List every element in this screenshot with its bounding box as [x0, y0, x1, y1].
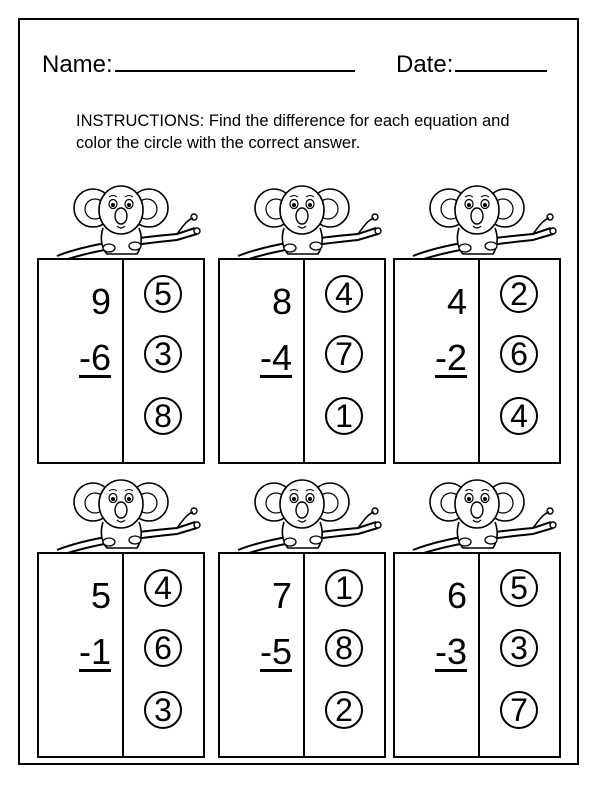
card-divider — [478, 260, 480, 462]
answer-choice-circle[interactable]: 3 — [500, 629, 538, 667]
problem-card — [218, 552, 386, 758]
answer-choice-circle[interactable]: 5 — [500, 569, 538, 607]
koala-on-branch-icon — [218, 178, 386, 260]
subtrahend: -2 — [434, 337, 467, 378]
date-label: Date: — [396, 51, 454, 78]
subtrahend: -5 — [259, 631, 292, 672]
subtrahend: -4 — [259, 337, 292, 378]
answer-choice-circle[interactable]: 8 — [325, 629, 363, 667]
date-field[interactable] — [396, 48, 547, 79]
answer-choice-circle[interactable]: 6 — [144, 629, 182, 667]
answer-choice-circle[interactable]: 2 — [325, 691, 363, 729]
card-divider — [303, 260, 305, 462]
name-blank-line[interactable] — [115, 48, 355, 72]
answer-choice-circle[interactable]: 4 — [325, 275, 363, 313]
koala-on-branch-icon — [218, 472, 386, 554]
subtrahend: -6 — [78, 337, 111, 378]
name-field[interactable] — [42, 48, 355, 79]
instructions-text: INSTRUCTIONS: Find the difference for each equation and color the circle with the correct answer. — [76, 112, 510, 152]
subtrahend: -3 — [434, 631, 467, 672]
koala-on-branch-icon — [37, 178, 205, 260]
problem-4 — [37, 472, 205, 728]
problem-card — [218, 258, 386, 464]
answer-choice-circle[interactable]: 3 — [144, 335, 182, 373]
subtrahend: -1 — [78, 631, 111, 672]
minuend: 8 — [271, 281, 292, 322]
answer-choice-circle[interactable]: 8 — [144, 397, 182, 435]
answer-choice-circle[interactable]: 4 — [144, 569, 182, 607]
koala-on-branch-icon — [393, 178, 561, 260]
problem-card — [37, 552, 205, 758]
answer-choice-circle[interactable]: 7 — [325, 335, 363, 373]
answer-choice-circle[interactable]: 1 — [325, 397, 363, 435]
problem-5 — [218, 472, 386, 728]
problem-1 — [37, 178, 205, 434]
card-divider — [478, 554, 480, 756]
name-label: Name: — [42, 51, 113, 78]
minuend: 6 — [446, 575, 467, 616]
answer-choice-circle[interactable]: 7 — [500, 691, 538, 729]
problem-card — [37, 258, 205, 464]
answer-choice-circle[interactable]: 4 — [500, 397, 538, 435]
koala-on-branch-icon — [37, 472, 205, 554]
problem-6 — [393, 472, 561, 728]
problem-card — [393, 552, 561, 758]
minuend: 7 — [271, 575, 292, 616]
answer-choice-circle[interactable]: 3 — [144, 691, 182, 729]
answer-choice-circle[interactable]: 2 — [500, 275, 538, 313]
minuend: 4 — [446, 281, 467, 322]
date-blank-line[interactable] — [455, 48, 547, 72]
card-divider — [122, 260, 124, 462]
minuend: 5 — [90, 575, 111, 616]
card-divider — [122, 554, 124, 756]
minuend: 9 — [90, 281, 111, 322]
answer-choice-circle[interactable]: 6 — [500, 335, 538, 373]
problem-3 — [393, 178, 561, 434]
answer-choice-circle[interactable]: 1 — [325, 569, 363, 607]
answer-choice-circle[interactable]: 5 — [144, 275, 182, 313]
problem-card — [393, 258, 561, 464]
problem-2 — [218, 178, 386, 434]
koala-on-branch-icon — [393, 472, 561, 554]
card-divider — [303, 554, 305, 756]
